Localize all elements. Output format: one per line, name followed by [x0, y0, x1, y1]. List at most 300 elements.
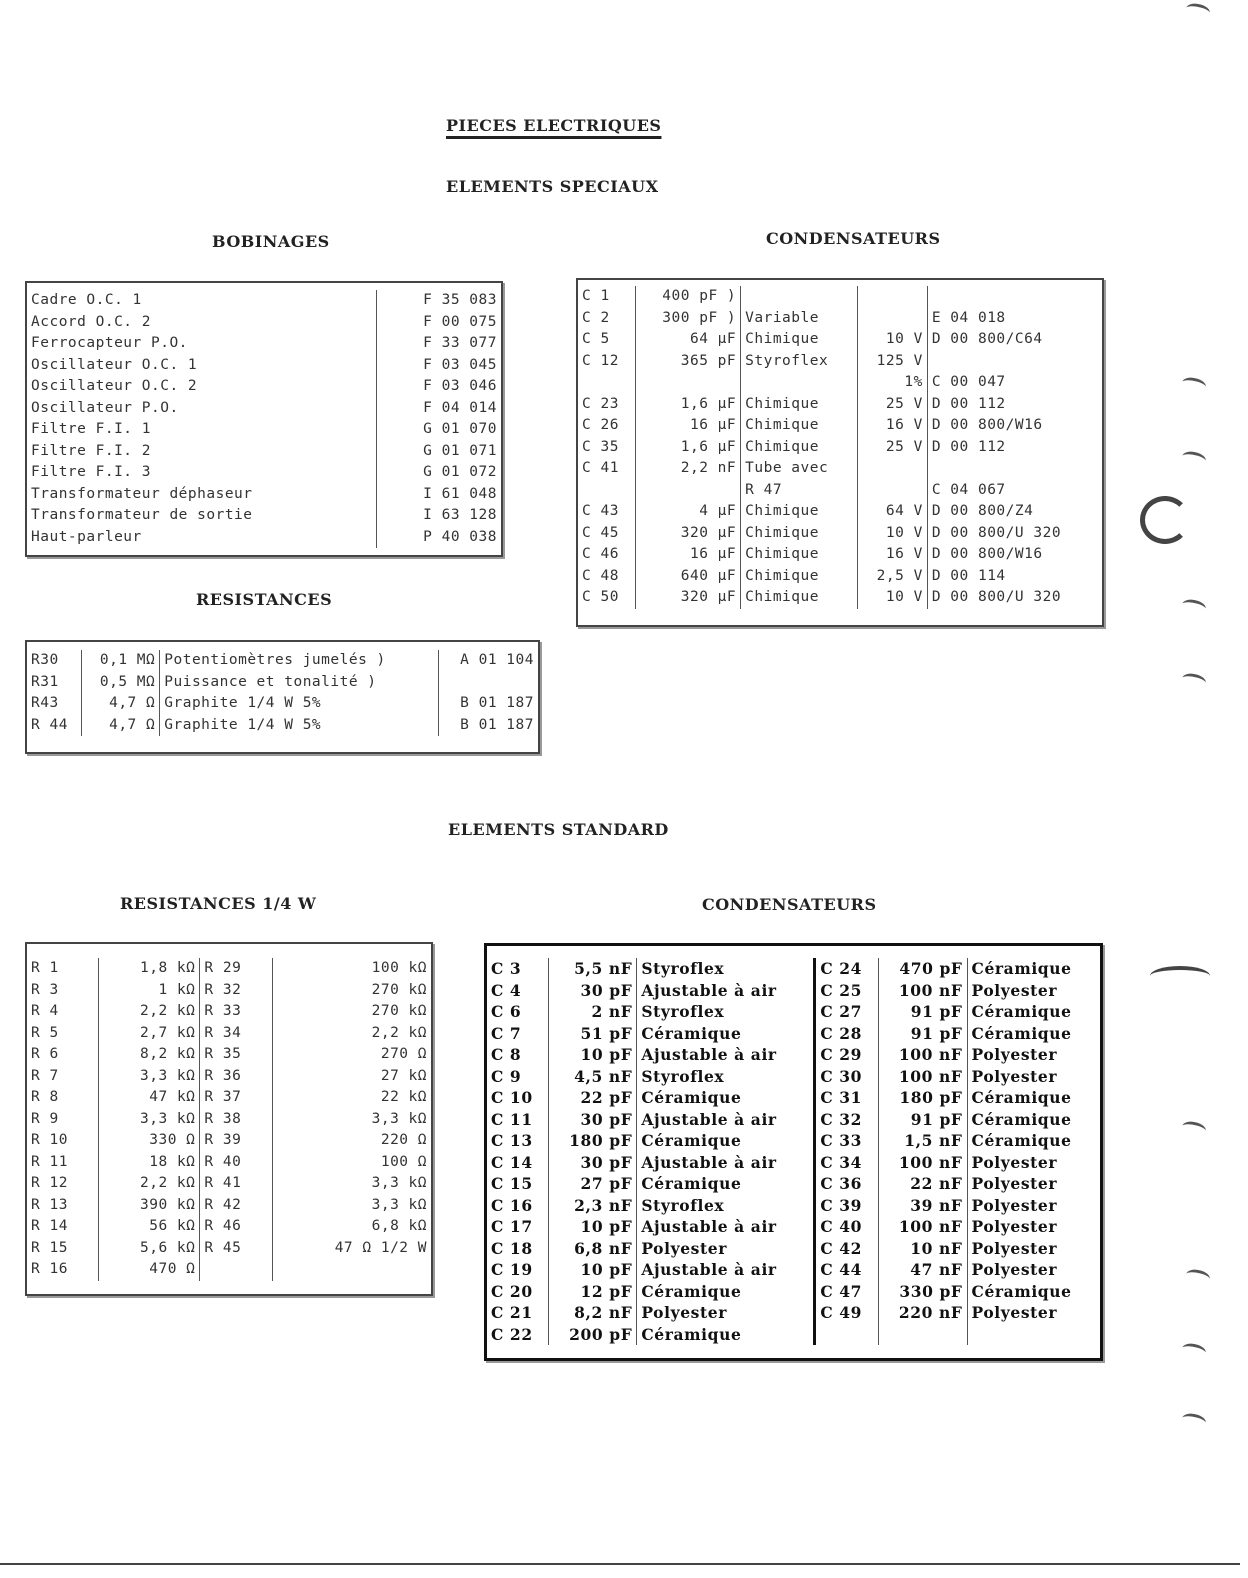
table-cell: R 41 — [200, 1173, 272, 1195]
table-cell: Graphite 1/4 W 5% — [160, 715, 439, 737]
table-cell: Puissance et tonalité ) — [160, 672, 439, 694]
table-cell: C 24 — [815, 958, 878, 980]
table-row — [27, 1023, 431, 1045]
table-cell: D 00 112 — [927, 394, 1102, 416]
table-cell: Céramique — [637, 1173, 815, 1195]
table-cell: C 21 — [491, 1303, 533, 1322]
table-cell: 16 µF — [636, 544, 741, 566]
table-cell: Transformateur déphaseur — [31, 485, 253, 502]
table-cell: R 7 — [31, 1067, 59, 1084]
standard-condensateurs-heading: CONDENSATEURS — [702, 895, 877, 914]
table-row — [487, 1087, 1100, 1109]
table-cell: D 00 114 — [927, 566, 1102, 588]
table-cell: F 03 045 — [376, 355, 501, 377]
table-cell: 2,3 nF — [548, 1195, 636, 1217]
table-cell: Ajustable à air — [637, 1152, 815, 1174]
table-row — [27, 527, 501, 549]
table-row — [487, 1152, 1100, 1174]
table-cell: C 04 067 — [927, 480, 1102, 502]
table-cell: Ajustable à air — [637, 1216, 815, 1238]
table-cell: C 29 — [815, 1044, 878, 1066]
table-cell: 100 nF — [878, 1044, 967, 1066]
margin-mark — [1181, 672, 1207, 690]
margin-mark — [1140, 496, 1190, 544]
table-cell: 8,2 kΩ — [99, 1044, 200, 1066]
table-cell — [857, 480, 927, 502]
table-cell: 64 V — [857, 501, 927, 523]
table-cell: 125 V — [857, 351, 927, 373]
table-cell: 12 pF — [548, 1281, 636, 1303]
table-row — [487, 1023, 1100, 1045]
table-cell: R 29 — [200, 958, 272, 980]
table-cell: 365 pF — [636, 351, 741, 373]
table-cell: 300 pF ) — [636, 308, 741, 330]
table-cell: R 33 — [200, 1001, 272, 1023]
table-cell: 2,2 nF — [636, 458, 741, 480]
table-row — [578, 329, 1102, 351]
table-cell: C 18 — [491, 1238, 533, 1258]
table-cell: C 4 — [491, 980, 522, 1000]
table-cell: R 1 — [31, 960, 59, 976]
table-cell: 3,3 kΩ — [272, 1109, 431, 1131]
table-cell: 2,5 V — [857, 566, 927, 588]
table-cell: C 14 — [491, 1152, 533, 1172]
table-cell: C 45 — [582, 524, 619, 541]
table-row — [578, 415, 1102, 437]
table-cell: R 8 — [31, 1089, 59, 1105]
table-cell: Céramique — [967, 1023, 1100, 1045]
table-row — [578, 351, 1102, 373]
table-cell: 100 kΩ — [272, 958, 431, 980]
table-cell: R31 — [31, 673, 59, 690]
table-cell: D 00 800/U 320 — [927, 587, 1102, 609]
table-cell: 10 pF — [548, 1044, 636, 1066]
table-cell: C 31 — [815, 1087, 878, 1109]
table-cell: 400 pF ) — [636, 286, 741, 308]
table-cell: C 46 — [582, 546, 619, 562]
table-cell: C 8 — [491, 1045, 522, 1064]
table-cell: C 22 — [491, 1324, 533, 1344]
table-cell: D 00 112 — [927, 437, 1102, 459]
table-cell: 16 µF — [636, 415, 741, 437]
table-cell: R 5 — [31, 1024, 59, 1041]
table-cell: Polyester — [967, 1302, 1100, 1324]
table-cell: 2,2 kΩ — [272, 1023, 431, 1045]
table-cell: C 42 — [815, 1238, 878, 1260]
table-row — [27, 1130, 431, 1152]
margin-mark — [1181, 376, 1207, 394]
table-cell: Céramique — [637, 1087, 815, 1109]
table-cell: Potentiomètres jumelés ) — [160, 650, 439, 672]
table-cell: 6,8 kΩ — [272, 1216, 431, 1238]
table-row — [487, 1066, 1100, 1088]
table-cell: C 41 — [582, 460, 619, 476]
table-cell: Filtre F.I. 1 — [31, 421, 151, 437]
table-cell: Chimique — [741, 544, 858, 566]
table-cell: R 35 — [200, 1044, 272, 1066]
table-cell: I 61 048 — [376, 484, 501, 506]
table-row — [27, 1001, 431, 1023]
table-cell: Polyester — [967, 1173, 1100, 1195]
margin-mark — [1185, 2, 1211, 20]
table-cell: 91 pF — [878, 1001, 967, 1023]
table-cell: Accord O.C. 2 — [31, 313, 151, 330]
table-cell: C 15 — [491, 1174, 533, 1193]
table-row — [578, 458, 1102, 480]
table-cell: 91 pF — [878, 1109, 967, 1131]
table-cell: Polyester — [967, 1152, 1100, 1174]
table-cell: C 16 — [491, 1195, 533, 1215]
table-cell: P 40 038 — [376, 527, 501, 549]
table-cell: 3,3 kΩ — [99, 1109, 200, 1131]
table-cell: 47 kΩ — [99, 1087, 200, 1109]
table-cell: C 35 — [582, 438, 619, 455]
table-cell: 30 pF — [548, 1109, 636, 1131]
table-cell: R 11 — [31, 1153, 68, 1170]
table-cell: R 40 — [200, 1152, 272, 1174]
table-cell: C 2 — [582, 309, 610, 326]
table-cell: 2,2 kΩ — [99, 1173, 200, 1195]
table-cell: R 14 — [31, 1218, 68, 1234]
table-cell: D 00 800/W16 — [927, 544, 1102, 566]
table-row — [487, 1109, 1100, 1131]
table-cell: R 32 — [200, 980, 272, 1002]
table-cell: Chimique — [741, 415, 858, 437]
table-cell: C 11 — [491, 1109, 533, 1129]
table-cell: Graphite 1/4 W 5% — [160, 693, 439, 715]
table-cell: 3,3 kΩ — [99, 1066, 200, 1088]
table-cell: 1,6 µF — [636, 437, 741, 459]
table-cell: Céramique — [637, 1281, 815, 1303]
table-cell: 27 pF — [548, 1173, 636, 1195]
table-cell: 2,2 kΩ — [99, 1001, 200, 1023]
table-cell: Polyester — [967, 1066, 1100, 1088]
table-row — [27, 441, 501, 463]
table-cell: 10 pF — [548, 1216, 636, 1238]
table-cell: 390 kΩ — [99, 1195, 200, 1217]
table-cell: 91 pF — [878, 1023, 967, 1045]
table-cell: 4,5 nF — [548, 1066, 636, 1088]
table-cell: F 35 083 — [376, 290, 501, 312]
table-cell: Céramique — [967, 1130, 1100, 1152]
table-cell: Chimique — [741, 501, 858, 523]
table-row — [27, 484, 501, 506]
table-cell: 51 pF — [548, 1023, 636, 1045]
table-cell: R 37 — [200, 1087, 272, 1109]
table-row — [27, 1066, 431, 1088]
table-cell: Chimique — [741, 587, 858, 609]
table-cell: 30 pF — [548, 1152, 636, 1174]
table-cell: Céramique — [967, 958, 1100, 980]
table-cell: R 12 — [31, 1175, 68, 1191]
table-cell: 10 pF — [548, 1259, 636, 1281]
table-cell: F 00 075 — [376, 312, 501, 334]
table-cell: Chimique — [741, 523, 858, 545]
table-cell: 1,8 kΩ — [99, 958, 200, 980]
table-cell: F 33 077 — [376, 333, 501, 355]
table-row — [27, 958, 431, 980]
table-cell: C 33 — [815, 1130, 878, 1152]
table-cell: C 13 — [491, 1131, 533, 1150]
table-cell: C 49 — [815, 1302, 878, 1324]
table-cell: C 25 — [815, 980, 878, 1002]
table-cell: R 13 — [31, 1196, 68, 1213]
table-cell: 3,3 kΩ — [272, 1195, 431, 1217]
table-row — [27, 715, 538, 737]
margin-mark — [1181, 1412, 1207, 1430]
table-row — [27, 693, 538, 715]
table-cell: 100 nF — [878, 1152, 967, 1174]
table-row — [27, 1087, 431, 1109]
standard-resistances-heading: RESISTANCES 1/4 W — [120, 894, 317, 913]
special-condensateurs-table — [576, 278, 1104, 627]
table-cell: C 39 — [815, 1195, 878, 1217]
table-row — [578, 544, 1102, 566]
table-cell: 100 nF — [878, 1066, 967, 1088]
table-cell: Céramique — [967, 1109, 1100, 1131]
table-cell — [200, 1259, 272, 1281]
table-cell: Styroflex — [637, 1001, 815, 1023]
table-cell: Polyester — [967, 1238, 1100, 1260]
table-cell: 30 pF — [548, 980, 636, 1002]
table-cell: C 47 — [815, 1281, 878, 1303]
table-cell: G 01 070 — [376, 419, 501, 441]
table-cell: C 43 — [582, 503, 619, 519]
table-cell: 22 kΩ — [272, 1087, 431, 1109]
table-cell: 1,5 nF — [878, 1130, 967, 1152]
table-cell: 56 kΩ — [99, 1216, 200, 1238]
table-cell: A 01 104 — [438, 650, 538, 672]
table-cell: R 45 — [200, 1238, 272, 1260]
table-cell: R 44 — [31, 716, 68, 733]
table-row — [27, 650, 538, 672]
table-row — [27, 376, 501, 398]
table-cell: 8,2 nF — [548, 1302, 636, 1324]
table-cell: C 17 — [491, 1217, 533, 1236]
table-cell: C 23 — [582, 395, 619, 412]
table-cell: C 6 — [491, 1002, 522, 1021]
table-cell: C 28 — [815, 1023, 878, 1045]
table-cell: Oscillateur O.C. 1 — [31, 356, 198, 373]
margin-mark — [1181, 1120, 1207, 1138]
table-cell: 2 nF — [548, 1001, 636, 1023]
table-cell: F 03 046 — [376, 376, 501, 398]
table-cell: 270 Ω — [272, 1044, 431, 1066]
table-row — [27, 312, 501, 334]
table-row — [27, 355, 501, 377]
table-cell: C 1 — [582, 288, 610, 304]
special-resistances-table — [25, 640, 540, 754]
table-cell: 180 pF — [878, 1087, 967, 1109]
table-cell: Céramique — [637, 1130, 815, 1152]
table-cell: R 16 — [31, 1261, 68, 1277]
table-cell: Styroflex — [637, 1195, 815, 1217]
table-cell: Céramique — [637, 1324, 815, 1346]
table-row — [487, 1281, 1100, 1303]
table-cell: 10 V — [857, 587, 927, 609]
table-cell: Chimique — [741, 394, 858, 416]
table-cell: Haut-parleur — [31, 528, 142, 545]
table-cell: Chimique — [741, 566, 858, 588]
table-cell — [927, 458, 1102, 480]
table-cell: R43 — [31, 695, 59, 711]
table-row — [578, 437, 1102, 459]
table-cell: R 47 — [741, 480, 858, 502]
table-cell: Cadre O.C. 1 — [31, 292, 142, 308]
table-cell: C 00 047 — [927, 372, 1102, 394]
table-cell: 200 pF — [548, 1324, 636, 1346]
table-cell: E 04 018 — [927, 308, 1102, 330]
table-cell: R 15 — [31, 1239, 68, 1256]
table-cell: C 5 — [582, 331, 610, 347]
table-cell: 25 V — [857, 437, 927, 459]
table-cell: D 00 800/W16 — [927, 415, 1102, 437]
table-cell: C 20 — [491, 1281, 533, 1301]
margin-mark — [1181, 450, 1207, 468]
table-row — [578, 308, 1102, 330]
table-row — [578, 501, 1102, 523]
table-cell: 320 µF — [636, 523, 741, 545]
table-cell: 47 nF — [878, 1259, 967, 1281]
table-cell: Polyester — [967, 1195, 1100, 1217]
table-cell: 47 Ω 1/2 W — [272, 1238, 431, 1260]
table-row — [487, 958, 1100, 980]
table-cell — [878, 1324, 967, 1346]
table-cell: R 6 — [31, 1046, 59, 1062]
table-cell — [967, 1324, 1100, 1346]
table-cell: Chimique — [741, 437, 858, 459]
bobinages-table — [25, 281, 503, 557]
table-cell: Céramique — [967, 1281, 1100, 1303]
table-cell: 2,7 kΩ — [99, 1023, 200, 1045]
table-cell: Polyester — [637, 1238, 815, 1260]
table-cell: 1 kΩ — [99, 980, 200, 1002]
table-cell: Chimique — [741, 329, 858, 351]
table-cell: R30 — [31, 652, 59, 668]
table-row — [27, 505, 501, 527]
table-cell: R 34 — [200, 1023, 272, 1045]
table-cell: Styroflex — [637, 1066, 815, 1088]
table-cell — [927, 351, 1102, 373]
table-cell: R 3 — [31, 981, 59, 998]
table-cell: 64 µF — [636, 329, 741, 351]
table-row — [27, 290, 501, 312]
table-cell: Polyester — [967, 1216, 1100, 1238]
table-cell: G 01 072 — [376, 462, 501, 484]
table-cell: R 42 — [200, 1195, 272, 1217]
table-cell: 3,3 kΩ — [272, 1173, 431, 1195]
table-cell: R 4 — [31, 1003, 59, 1019]
table-cell — [857, 458, 927, 480]
table-cell: C 44 — [815, 1259, 878, 1281]
table-cell: 220 Ω — [272, 1130, 431, 1152]
table-cell: Oscillateur O.C. 2 — [31, 378, 198, 394]
table-cell — [636, 480, 741, 502]
table-cell: 16 V — [857, 415, 927, 437]
table-cell: Filtre F.I. 3 — [31, 464, 151, 480]
table-cell: 5,6 kΩ — [99, 1238, 200, 1260]
table-cell: B 01 187 — [438, 693, 538, 715]
table-cell: Transformateur de sortie — [31, 507, 253, 523]
table-cell: 270 kΩ — [272, 980, 431, 1002]
table-row — [578, 372, 1102, 394]
table-cell: 470 pF — [878, 958, 967, 980]
table-cell: F 04 014 — [376, 398, 501, 420]
table-row — [487, 1302, 1100, 1324]
table-cell: 470 Ω — [99, 1259, 200, 1281]
table-cell: R 38 — [200, 1109, 272, 1131]
table-row — [487, 1324, 1100, 1346]
table-cell: Ajustable à air — [637, 1109, 815, 1131]
bobinages-heading: BOBINAGES — [212, 232, 330, 251]
table-row — [27, 980, 431, 1002]
margin-mark — [1181, 1342, 1207, 1360]
table-cell: C 30 — [815, 1066, 878, 1088]
special-condensateurs-heading: CONDENSATEURS — [766, 229, 941, 248]
standard-resistances-table — [25, 942, 433, 1296]
table-cell: C 50 — [582, 589, 619, 605]
table-cell: I 63 128 — [376, 505, 501, 527]
table-cell — [741, 286, 858, 308]
table-cell: Polyester — [967, 1044, 1100, 1066]
table-cell: C 10 — [491, 1088, 533, 1107]
table-row — [487, 1259, 1100, 1281]
table-row — [27, 1238, 431, 1260]
table-cell: 16 V — [857, 544, 927, 566]
table-cell: C 40 — [815, 1216, 878, 1238]
table-cell: Styroflex — [741, 351, 858, 373]
table-cell: 100 nF — [878, 980, 967, 1002]
table-cell: D 00 800/U 320 — [927, 523, 1102, 545]
table-cell: C 26 — [582, 417, 619, 433]
table-cell: C 12 — [582, 352, 619, 369]
table-cell: R 46 — [200, 1216, 272, 1238]
table-cell: Oscillateur P.O. — [31, 399, 179, 416]
table-cell: 4 µF — [636, 501, 741, 523]
table-cell: Filtre F.I. 2 — [31, 442, 151, 459]
table-cell: 1,6 µF — [636, 394, 741, 416]
table-cell: Ajustable à air — [637, 1044, 815, 1066]
table-row — [27, 398, 501, 420]
table-cell — [272, 1259, 431, 1281]
table-cell: C 3 — [491, 959, 522, 978]
table-cell: Ferrocapteur P.O. — [31, 335, 188, 351]
table-cell: C 27 — [815, 1001, 878, 1023]
table-cell — [578, 480, 636, 502]
table-cell: D 00 800/C64 — [927, 329, 1102, 351]
margin-mark — [1150, 966, 1210, 986]
table-row — [487, 980, 1100, 1002]
table-row — [27, 1195, 431, 1217]
page-bottom-edge — [0, 1563, 1240, 1565]
table-cell: 180 pF — [548, 1130, 636, 1152]
table-row — [487, 1238, 1100, 1260]
table-cell: Styroflex — [637, 958, 815, 980]
table-cell: C 34 — [815, 1152, 878, 1174]
table-row — [578, 566, 1102, 588]
table-cell: Tube avec — [741, 458, 858, 480]
table-cell: 0,1 MΩ — [82, 650, 160, 672]
table-cell: Variable — [741, 308, 858, 330]
table-cell: 320 µF — [636, 587, 741, 609]
table-row — [27, 1259, 431, 1281]
table-row — [487, 1130, 1100, 1152]
table-cell: C 32 — [815, 1109, 878, 1131]
margin-mark — [1185, 1268, 1211, 1286]
table-cell: 330 Ω — [99, 1130, 200, 1152]
table-cell: R 39 — [200, 1130, 272, 1152]
table-cell: Céramique — [967, 1001, 1100, 1023]
